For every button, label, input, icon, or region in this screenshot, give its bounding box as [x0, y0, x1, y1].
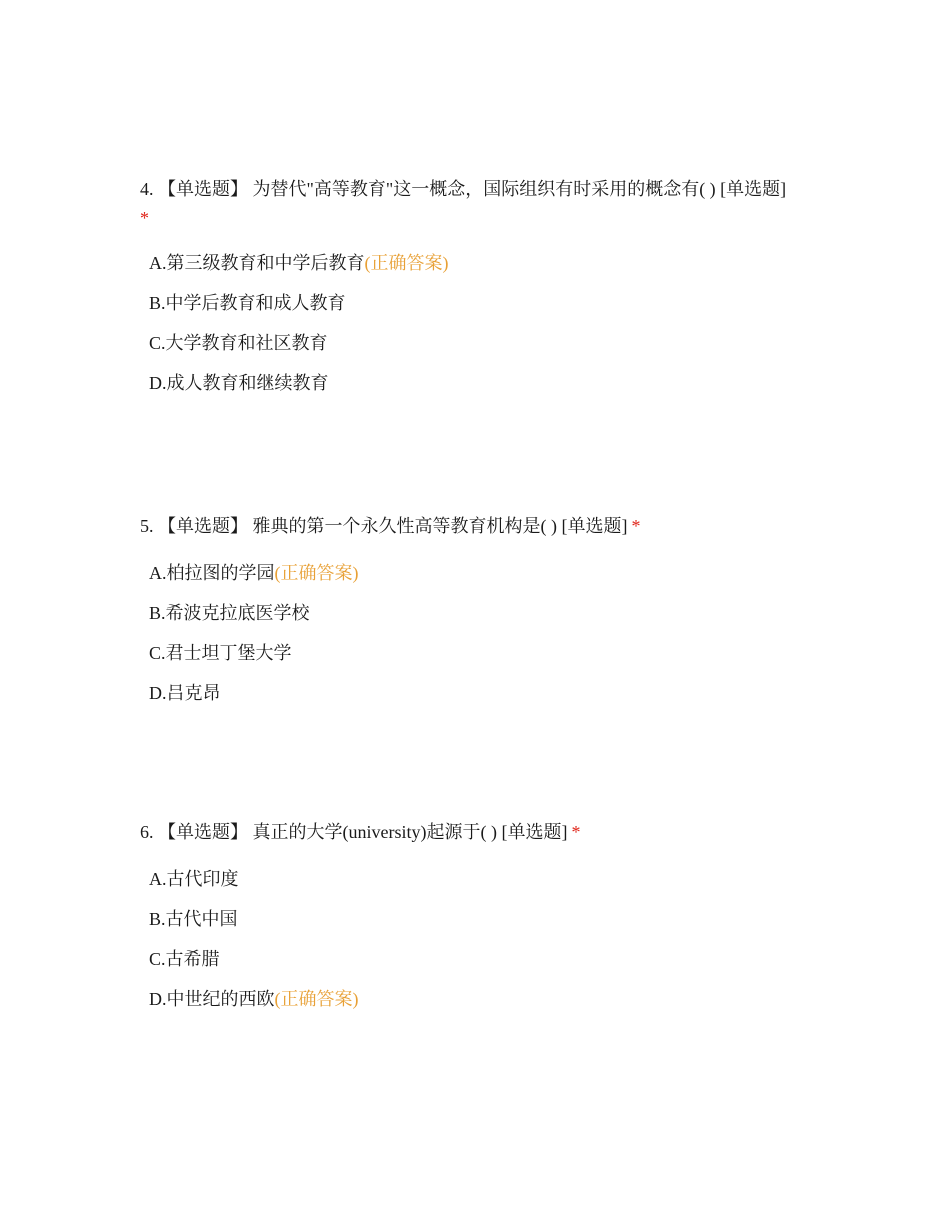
question-5 — [140, 510, 820, 713]
option-letter: C. — [149, 333, 166, 353]
question-title — [140, 816, 820, 849]
option-list — [140, 553, 820, 713]
required-mark: * — [140, 208, 149, 228]
question-number: 6. — [140, 822, 154, 842]
option-d — [149, 979, 820, 1019]
option-text: 古代印度 — [166, 869, 239, 889]
option-text: 成人教育和继续教育 — [166, 373, 329, 393]
option-text: 君士坦丁堡大学 — [165, 643, 292, 663]
question-title — [140, 510, 820, 543]
option-letter: A. — [149, 869, 167, 889]
question-text: 雅典的第一个永久性高等教育机构是( ) [单选题] — [252, 516, 628, 536]
question-title — [140, 173, 820, 230]
option-letter: A. — [149, 563, 167, 583]
option-letter: B. — [149, 603, 166, 623]
question-6 — [140, 816, 820, 1019]
option-list — [140, 859, 820, 1019]
question-type: 【单选题】 — [158, 516, 248, 536]
option-b — [149, 899, 820, 939]
question-4 — [140, 173, 820, 403]
option-list — [140, 243, 820, 403]
option-letter: C. — [149, 949, 166, 969]
correct-answer-tag: (正确答案) — [274, 563, 359, 583]
option-text: 古希腊 — [165, 949, 220, 969]
option-text: 第三级教育和中学后教育 — [166, 253, 365, 273]
option-letter: B. — [149, 909, 166, 929]
correct-answer-tag: (正确答案) — [364, 253, 449, 273]
option-letter: D. — [149, 989, 167, 1009]
option-letter: B. — [149, 293, 166, 313]
correct-answer-tag: (正确答案) — [274, 989, 359, 1009]
option-text: 希波克拉底医学校 — [165, 603, 310, 623]
option-text: 古代中国 — [165, 909, 238, 929]
question-number: 4. — [140, 179, 154, 199]
option-d — [149, 363, 820, 403]
required-mark: * — [631, 516, 641, 536]
question-text: 真正的大学(university)起源于( ) [单选题] — [252, 822, 568, 842]
question-type: 【单选题】 — [158, 822, 248, 842]
option-d — [149, 673, 820, 713]
option-letter: D. — [149, 373, 167, 393]
option-b — [149, 283, 820, 323]
question-number: 5. — [140, 516, 154, 536]
option-text: 柏拉图的学园 — [166, 563, 275, 583]
option-c — [149, 633, 820, 673]
option-text: 中学后教育和成人教育 — [165, 293, 346, 313]
option-letter: C. — [149, 643, 166, 663]
option-text: 吕克昂 — [166, 683, 221, 703]
option-a — [149, 859, 820, 899]
option-c — [149, 939, 820, 979]
option-text: 大学教育和社区教育 — [165, 333, 328, 353]
option-b — [149, 593, 820, 633]
option-letter: D. — [149, 683, 167, 703]
option-c — [149, 323, 820, 363]
option-letter: A. — [149, 253, 167, 273]
question-text: 为替代"高等教育"这一概念，国际组织有时采用的概念有( ) [单选题] — [252, 179, 787, 199]
required-mark: * — [571, 822, 581, 842]
option-a — [149, 243, 820, 283]
option-a — [149, 553, 820, 593]
question-type: 【单选题】 — [158, 179, 248, 199]
option-text: 中世纪的西欧 — [166, 989, 275, 1009]
